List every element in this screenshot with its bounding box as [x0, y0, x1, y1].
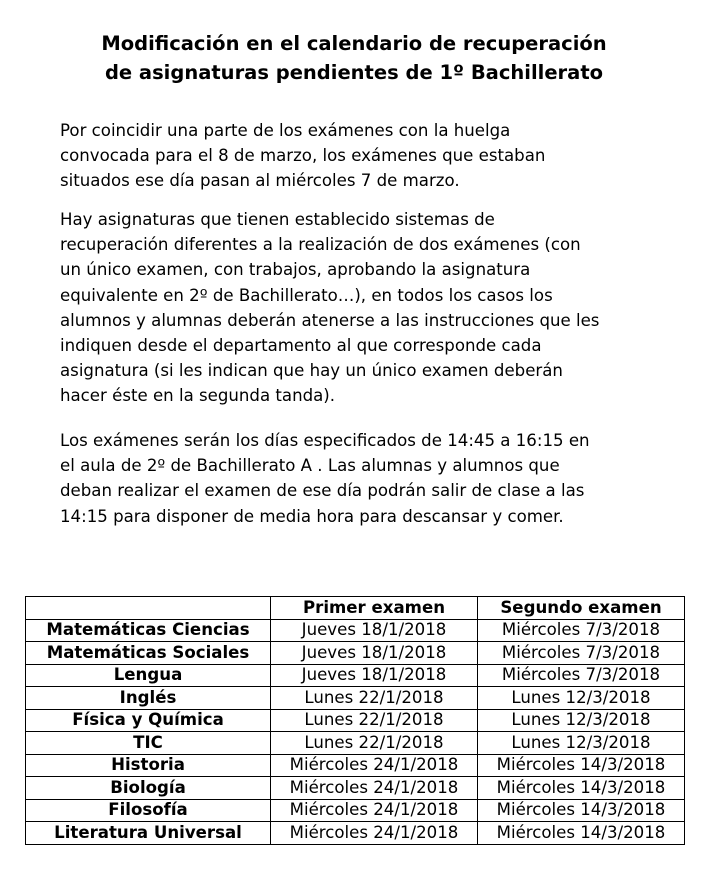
first-exam-cell: Miércoles 24/1/2018	[271, 777, 478, 800]
subject-cell: Biología	[26, 777, 271, 800]
subject-cell: Inglés	[26, 687, 271, 710]
subject-cell: Lengua	[26, 664, 271, 687]
subject-cell: Literatura Universal	[26, 822, 271, 845]
first-exam-cell: Jueves 18/1/2018	[271, 619, 478, 642]
paragraph-line: Hay asignaturas que tienen establecido sistemas de	[60, 210, 495, 229]
second-exam-cell: Lunes 12/3/2018	[478, 709, 685, 732]
document-title	[0, 29, 708, 87]
paragraph-line: asignatura (si les indican que hay un único examen deberán	[60, 361, 563, 381]
paragraph-recovery-systems	[60, 207, 660, 409]
second-exam-cell: Miércoles 14/3/2018	[478, 754, 685, 777]
table-row	[26, 822, 685, 845]
paragraph-line: indiquen desde el departamento al que corresponde cada	[60, 336, 542, 356]
paragraph-line: recuperación diferentes a la realización de dos exámenes (con	[60, 235, 581, 255]
first-exam-cell: Miércoles 24/1/2018	[271, 822, 478, 845]
table-row	[26, 799, 685, 822]
first-exam-cell: Lunes 22/1/2018	[271, 687, 478, 710]
paragraph-line: Los exámenes serán los días especificados de 14:45 a 16:15 en	[60, 431, 590, 450]
first-exam-cell: Miércoles 24/1/2018	[271, 754, 478, 777]
subject-cell: Historia	[26, 754, 271, 777]
paragraph-line: 14:15 para disponer de media hora para descansar y comer.	[60, 506, 564, 526]
first-exam-cell: Lunes 22/1/2018	[271, 709, 478, 732]
second-exam-cell: Miércoles 14/3/2018	[478, 777, 685, 800]
title-line-2: de asignaturas pendientes de 1º Bachillerato	[104, 61, 604, 84]
second-exam-cell: Miércoles 14/3/2018	[478, 822, 685, 845]
subject-cell: Física y Química	[26, 709, 271, 732]
paragraph-line: Por coincidir una parte de los exámenes con la huelga	[60, 121, 511, 140]
second-exam-cell: Lunes 12/3/2018	[478, 732, 685, 755]
paragraph-line: un único examen, con trabajos, aprobando la asignatura	[60, 260, 531, 280]
table-row	[26, 777, 685, 800]
header-first-exam: Primer examen	[271, 597, 478, 620]
title-line-1: Modificación en el calendario de recuperación	[101, 32, 607, 55]
paragraph-line: situados ese día pasan al miércoles 7 de marzo.	[60, 171, 460, 191]
second-exam-cell: Lunes 12/3/2018	[478, 687, 685, 710]
table-row	[26, 754, 685, 777]
subject-cell: Matemáticas Ciencias	[26, 619, 271, 642]
paragraph-line: el aula de 2º de Bachillerato A . Las alumnas y alumnos que	[60, 456, 560, 476]
paragraph-line: hacer éste en la segunda tanda).	[60, 386, 336, 406]
subject-cell: Filosofía	[26, 799, 271, 822]
subject-cell: Matemáticas Sociales	[26, 642, 271, 665]
second-exam-cell: Miércoles 7/3/2018	[478, 619, 685, 642]
paragraph-line: convocada para el 8 de marzo, los exámenes que estaban	[60, 146, 546, 166]
table-row	[26, 709, 685, 732]
second-exam-cell: Miércoles 7/3/2018	[478, 642, 685, 665]
table-row	[26, 642, 685, 665]
header-subject	[26, 597, 271, 620]
header-second-exam: Segundo examen	[478, 597, 685, 620]
paragraph-line: equivalente en 2º de Bachillerato…), en todos los casos los	[60, 285, 553, 305]
first-exam-cell: Jueves 18/1/2018	[271, 642, 478, 665]
paragraph-line: deban realizar el examen de ese día podrán salir de clase a las	[60, 481, 585, 501]
first-exam-cell: Miércoles 24/1/2018	[271, 799, 478, 822]
table-header-row	[26, 597, 685, 620]
paragraph-exam-schedule	[60, 428, 660, 529]
table-row	[26, 687, 685, 710]
table-body	[26, 619, 685, 844]
subject-cell: TIC	[26, 732, 271, 755]
first-exam-cell: Jueves 18/1/2018	[271, 664, 478, 687]
paragraph-strike-notice	[60, 118, 660, 194]
first-exam-cell: Lunes 22/1/2018	[271, 732, 478, 755]
second-exam-cell: Miércoles 14/3/2018	[478, 799, 685, 822]
table-row	[26, 732, 685, 755]
table-row	[26, 619, 685, 642]
second-exam-cell: Miércoles 7/3/2018	[478, 664, 685, 687]
paragraph-line: alumnos y alumnas deberán atenerse a las instrucciones que les	[60, 310, 600, 330]
table-row	[26, 664, 685, 687]
exam-schedule-table	[25, 596, 685, 845]
